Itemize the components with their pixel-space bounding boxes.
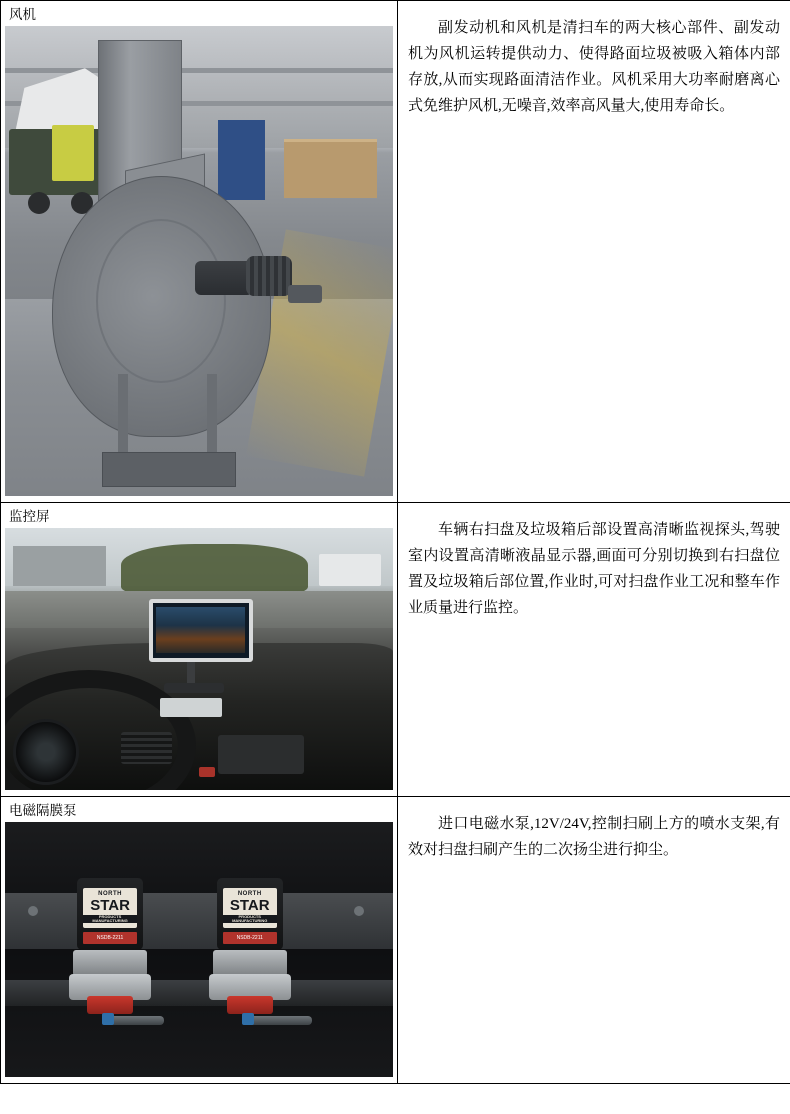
monitor-caption: 监控屏 [9,509,50,524]
pump-brand-sub: PRODUCTS MANUFACTURING [83,915,137,923]
table-row [1,797,790,1084]
pump-brand-top: NORTH [98,891,122,898]
pump-brand-top: NORTH [237,891,262,898]
monitor-text-cell [398,503,790,797]
table-row [1,1,790,503]
table-row [1,503,790,797]
pump-brand-sub: PRODUCTS MANUFACTURING [223,915,277,923]
centrifugal-blower-photo [5,26,393,496]
blower-caption: 风机 [9,7,36,22]
blower-image-cell [1,1,398,503]
cab-monitor-screen-photo [5,528,393,790]
pump-model-label: NSDB-2211 [223,932,277,944]
pump-model-label: NSDB-2211 [83,932,137,944]
pump-brand-main: STAR [90,897,130,915]
monitor-image-cell [1,503,398,797]
pump-unit-left [67,878,153,1018]
blower-description: 副发动机和风机是清扫车的两大核心部件、副发动机为风机运转提供动力、使得路面垃圾被吸入箱体内部存放,从而实现路面清洁作业。风机采用大功率耐磨离心式免维护风机,无噪音,效率高风量大,使用寿命长。 [408,20,780,114]
blower-text-cell [398,1,790,503]
pump-image-cell [1,797,398,1084]
pump-text-cell [398,797,790,1084]
pump-unit-right [207,878,293,1018]
monitor-description: 车辆右扫盘及垃圾箱后部设置高清晰监视探头,驾驶室内设置高清晰液晶显示器,画面可分别切换到右扫盘位置及垃圾箱后部位置,作业时,可对扫盘作业工况和整车作业质量进行监控。 [408,522,780,616]
pump-description: 进口电磁水泵,12V/24V,控制扫刷上方的喷水支架,有效对扫盘扫刷产生的二次扬尘进行抑尘。 [408,816,780,858]
pump-brand-main: STAR [229,897,270,915]
pump-caption: 电磁隔膜泵 [9,803,77,818]
electromagnetic-diaphragm-pump-photo [5,822,393,1077]
